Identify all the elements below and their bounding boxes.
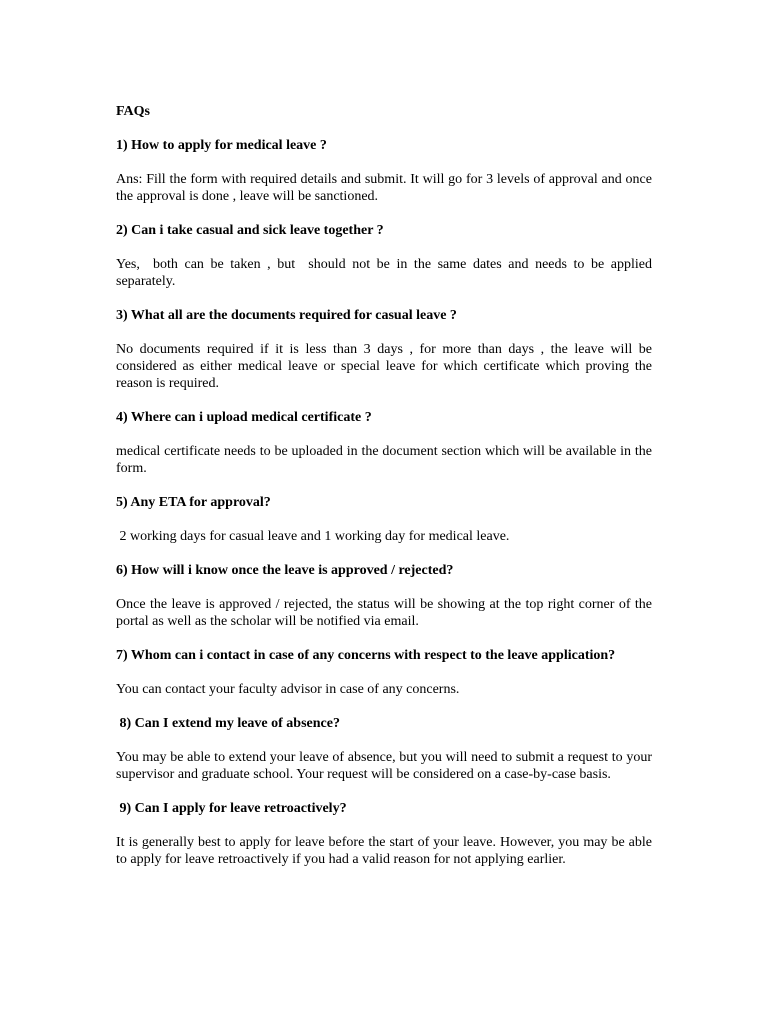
- faq-answer-6: Once the leave is approved / rejected, the status will be showing at the top right corner of the portal as well as the scholar will be notified via email.: [116, 597, 652, 629]
- faq-answer-7: You can contact your faculty advisor in case of any concerns.: [116, 682, 460, 697]
- faq-question-2: 2) Can i take casual and sick leave together ?: [116, 223, 384, 238]
- faq-item-2: [116, 222, 656, 290]
- faq-question-5: 5) Any ETA for approval?: [116, 495, 271, 510]
- faq-item-4: [116, 409, 652, 477]
- faq-item-1: [116, 137, 652, 205]
- faq-question-8: 8) Can I extend my leave of absence?: [116, 716, 340, 731]
- faq-answer-3: No documents required if it is less than 3 days , for more than days , the leave will be considered as either medical leave or special leave for which certificate which proving the reason is required.: [116, 342, 652, 391]
- faq-item-7: [116, 647, 652, 698]
- faq-answer-9: It is generally best to apply for leave before the start of your leave. However, you may be able to apply for leave retroactively if you had a valid reason for not applying earlier.: [116, 835, 652, 867]
- faq-item-9: [116, 800, 652, 868]
- document-page: [116, 103, 656, 885]
- faq-answer-4: medical certificate needs to be uploaded in the document section which will be available in the form.: [116, 444, 652, 476]
- faq-item-3: [116, 307, 652, 392]
- faq-answer-1: Ans: Fill the form with required details and submit. It will go for 3 levels of approval and once the approval is done , leave will be sanctioned.: [116, 172, 652, 204]
- faq-question-3: 3) What all are the documents required for casual leave ?: [116, 308, 457, 323]
- faq-question-9: 9) Can I apply for leave retroactively?: [116, 801, 347, 816]
- faq-question-1: 1) How to apply for medical leave ?: [116, 138, 327, 153]
- faq-item-8: [116, 715, 652, 783]
- page-title: FAQs: [116, 104, 150, 119]
- faq-item-5: [116, 494, 652, 545]
- faq-answer-5: 2 working days for casual leave and 1 working day for medical leave.: [116, 529, 510, 544]
- faq-answer-2: Yes, both can be taken , but should not be in the same dates and needs to be applied separately.: [116, 257, 656, 289]
- faq-item-6: [116, 562, 652, 630]
- faq-answer-8: You may be able to extend your leave of absence, but you will need to submit a request to your supervisor and graduate school. Your request will be considered on a case-by-case basis.: [116, 750, 652, 782]
- faq-question-6: 6) How will i know once the leave is approved / rejected?: [116, 563, 454, 578]
- faq-question-7: 7) Whom can i contact in case of any concerns with respect to the leave application?: [116, 648, 616, 663]
- faq-question-4: 4) Where can i upload medical certificate ?: [116, 410, 372, 425]
